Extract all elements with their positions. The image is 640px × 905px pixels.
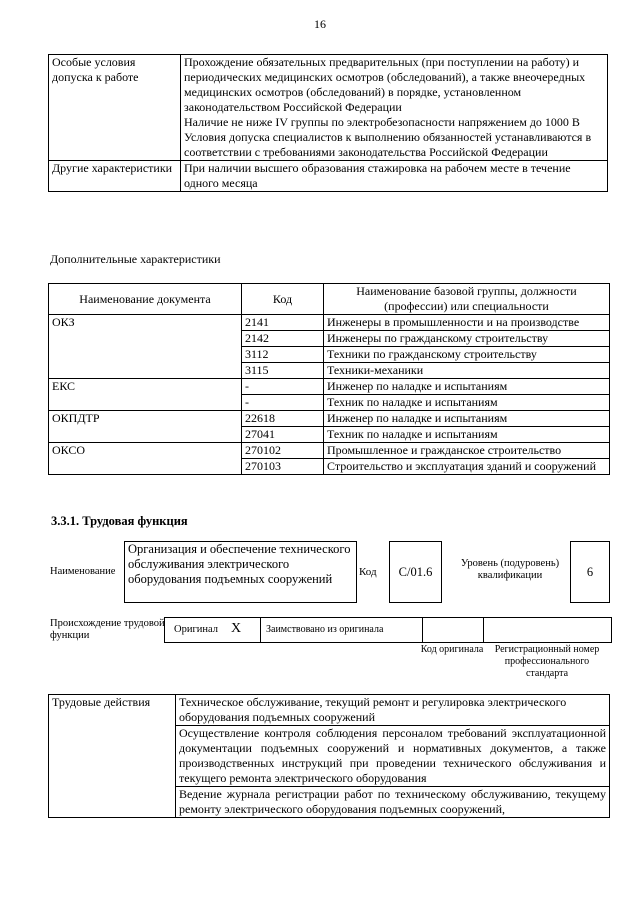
table-row (49, 395, 610, 411)
table-row (49, 787, 610, 818)
condition-line: Условия допуска специалистов к выполнению обязанностей устанавливаются в соответствии с требованиями законодательства Российской Федерации (184, 130, 592, 159)
classification-table (48, 283, 610, 475)
cell-doc: ОКЗ (49, 315, 242, 331)
code-original-caption: Код оригинала (420, 644, 484, 655)
cell-code: 270103 (242, 459, 324, 475)
function-code: С/01.6 (389, 541, 442, 603)
table-row (49, 161, 608, 192)
cell-code: 2141 (242, 315, 324, 331)
cell-name: Техники-механики (324, 363, 610, 379)
row-label: Другие характеристики (49, 161, 181, 192)
table-row (49, 427, 610, 443)
cell-name: Инженеры в промышленности и на производстве (324, 315, 610, 331)
actions-table (48, 694, 610, 818)
origin-label: Происхождение трудовой функции (50, 618, 165, 641)
header-code: Код (242, 284, 324, 315)
page-number: 16 (314, 17, 326, 31)
original-cell (165, 618, 261, 642)
origin-row (164, 617, 612, 643)
function-heading: 3.3.1. Трудовая функция (51, 514, 188, 528)
cell-doc: ОКПДТР (49, 411, 242, 427)
cell-code: 270102 (242, 443, 324, 459)
cell-doc (49, 427, 242, 443)
condition-line: Прохождение обязательных предварительных (при поступлении на работу) и периодических медицинских осмотров (обследований), а также внеочередных медицинских осмотров (обследований) в порядке, установленном законодательством Российской Федерации (184, 55, 586, 114)
table-row (49, 315, 610, 331)
cell-doc (49, 459, 242, 475)
actions-label: Трудовые действия (49, 695, 176, 726)
row-value (181, 55, 608, 161)
function-name: Организация и обеспечение технического обслуживания электрического оборудования подъемных сооружений (124, 541, 357, 603)
original-mark: X (231, 621, 242, 636)
cell-code: 27041 (242, 427, 324, 443)
action-item: Осуществление контроля соблюдения персоналом требований эксплуатационной документации подъемных сооружений и нормативных документов, а также производственных инструкций при проведении технического обслуживания и текущего ремонта электрического оборудования (176, 726, 610, 787)
cell-name: Строительство и эксплуатация зданий и сооружений (324, 459, 610, 475)
cell-doc (49, 363, 242, 379)
cell-doc (49, 395, 242, 411)
cell-name: Инженер по наладке и испытаниям (324, 379, 610, 395)
cell-doc: ОКСО (49, 443, 242, 459)
table-row (49, 55, 608, 161)
cell-doc (49, 331, 242, 347)
row-label: Особые условия допуска к работе (49, 55, 181, 161)
table-row (49, 459, 610, 475)
code-label: Код (359, 566, 377, 578)
cell-name: Инженер по наладке и испытаниям (324, 411, 610, 427)
original-label: Оригинал (174, 624, 218, 635)
cell-name: Инженеры по гражданскому строительству (324, 331, 610, 347)
borrowed-cell (260, 618, 423, 642)
borrowed-label: Заимствовано из оригинала (266, 624, 384, 635)
table-row (49, 443, 610, 459)
table-row (49, 379, 610, 395)
header-name: Наименование базовой группы, должности (профессии) или специальности (324, 284, 610, 315)
level-label: Уровень (подуровень) квалификации (460, 558, 560, 581)
action-item: Техническое обслуживание, текущий ремонт и регулировка электрического оборудования подъемных сооружений (176, 695, 610, 726)
cell-name: Промышленное и гражданское строительство (324, 443, 610, 459)
empty-cell (49, 726, 176, 787)
conditions-table (48, 54, 608, 192)
name-label: Наименование (50, 566, 116, 577)
row-value: При наличии высшего образования стажировка на рабочем месте в течение одного месяца (181, 161, 608, 192)
empty-cell (49, 787, 176, 818)
cell-doc: ЕКС (49, 379, 242, 395)
cell-name: Техник по наладке и испытаниям (324, 395, 610, 411)
cell-code: - (242, 379, 324, 395)
cell-code: 2142 (242, 331, 324, 347)
cell-name: Техник по наладке и испытаниям (324, 427, 610, 443)
reg-number-caption: Регистрационный номер профессионального стандарта (494, 644, 600, 679)
table-row (49, 695, 610, 726)
cell-doc (49, 347, 242, 363)
table-row (49, 347, 610, 363)
code-original-cell (422, 618, 484, 642)
cell-code: - (242, 395, 324, 411)
action-item: Ведение журнала регистрации работ по техническому обслуживанию, текущему ремонту электрического оборудования подъемных сооружений, (176, 787, 610, 818)
cell-code: 3112 (242, 347, 324, 363)
table-row (49, 411, 610, 427)
cell-code: 3115 (242, 363, 324, 379)
table-header-row (49, 284, 610, 315)
additional-heading: Дополнительные характеристики (50, 252, 221, 266)
cell-name: Техники по гражданскому строительству (324, 347, 610, 363)
cell-code: 22618 (242, 411, 324, 427)
table-row (49, 331, 610, 347)
table-row (49, 363, 610, 379)
level-value: 6 (570, 541, 610, 603)
condition-line: Наличие не ниже IV группы по электробезопасности напряжением до 1000 В (184, 115, 580, 129)
table-row (49, 726, 610, 787)
header-doc: Наименование документа (49, 284, 242, 315)
